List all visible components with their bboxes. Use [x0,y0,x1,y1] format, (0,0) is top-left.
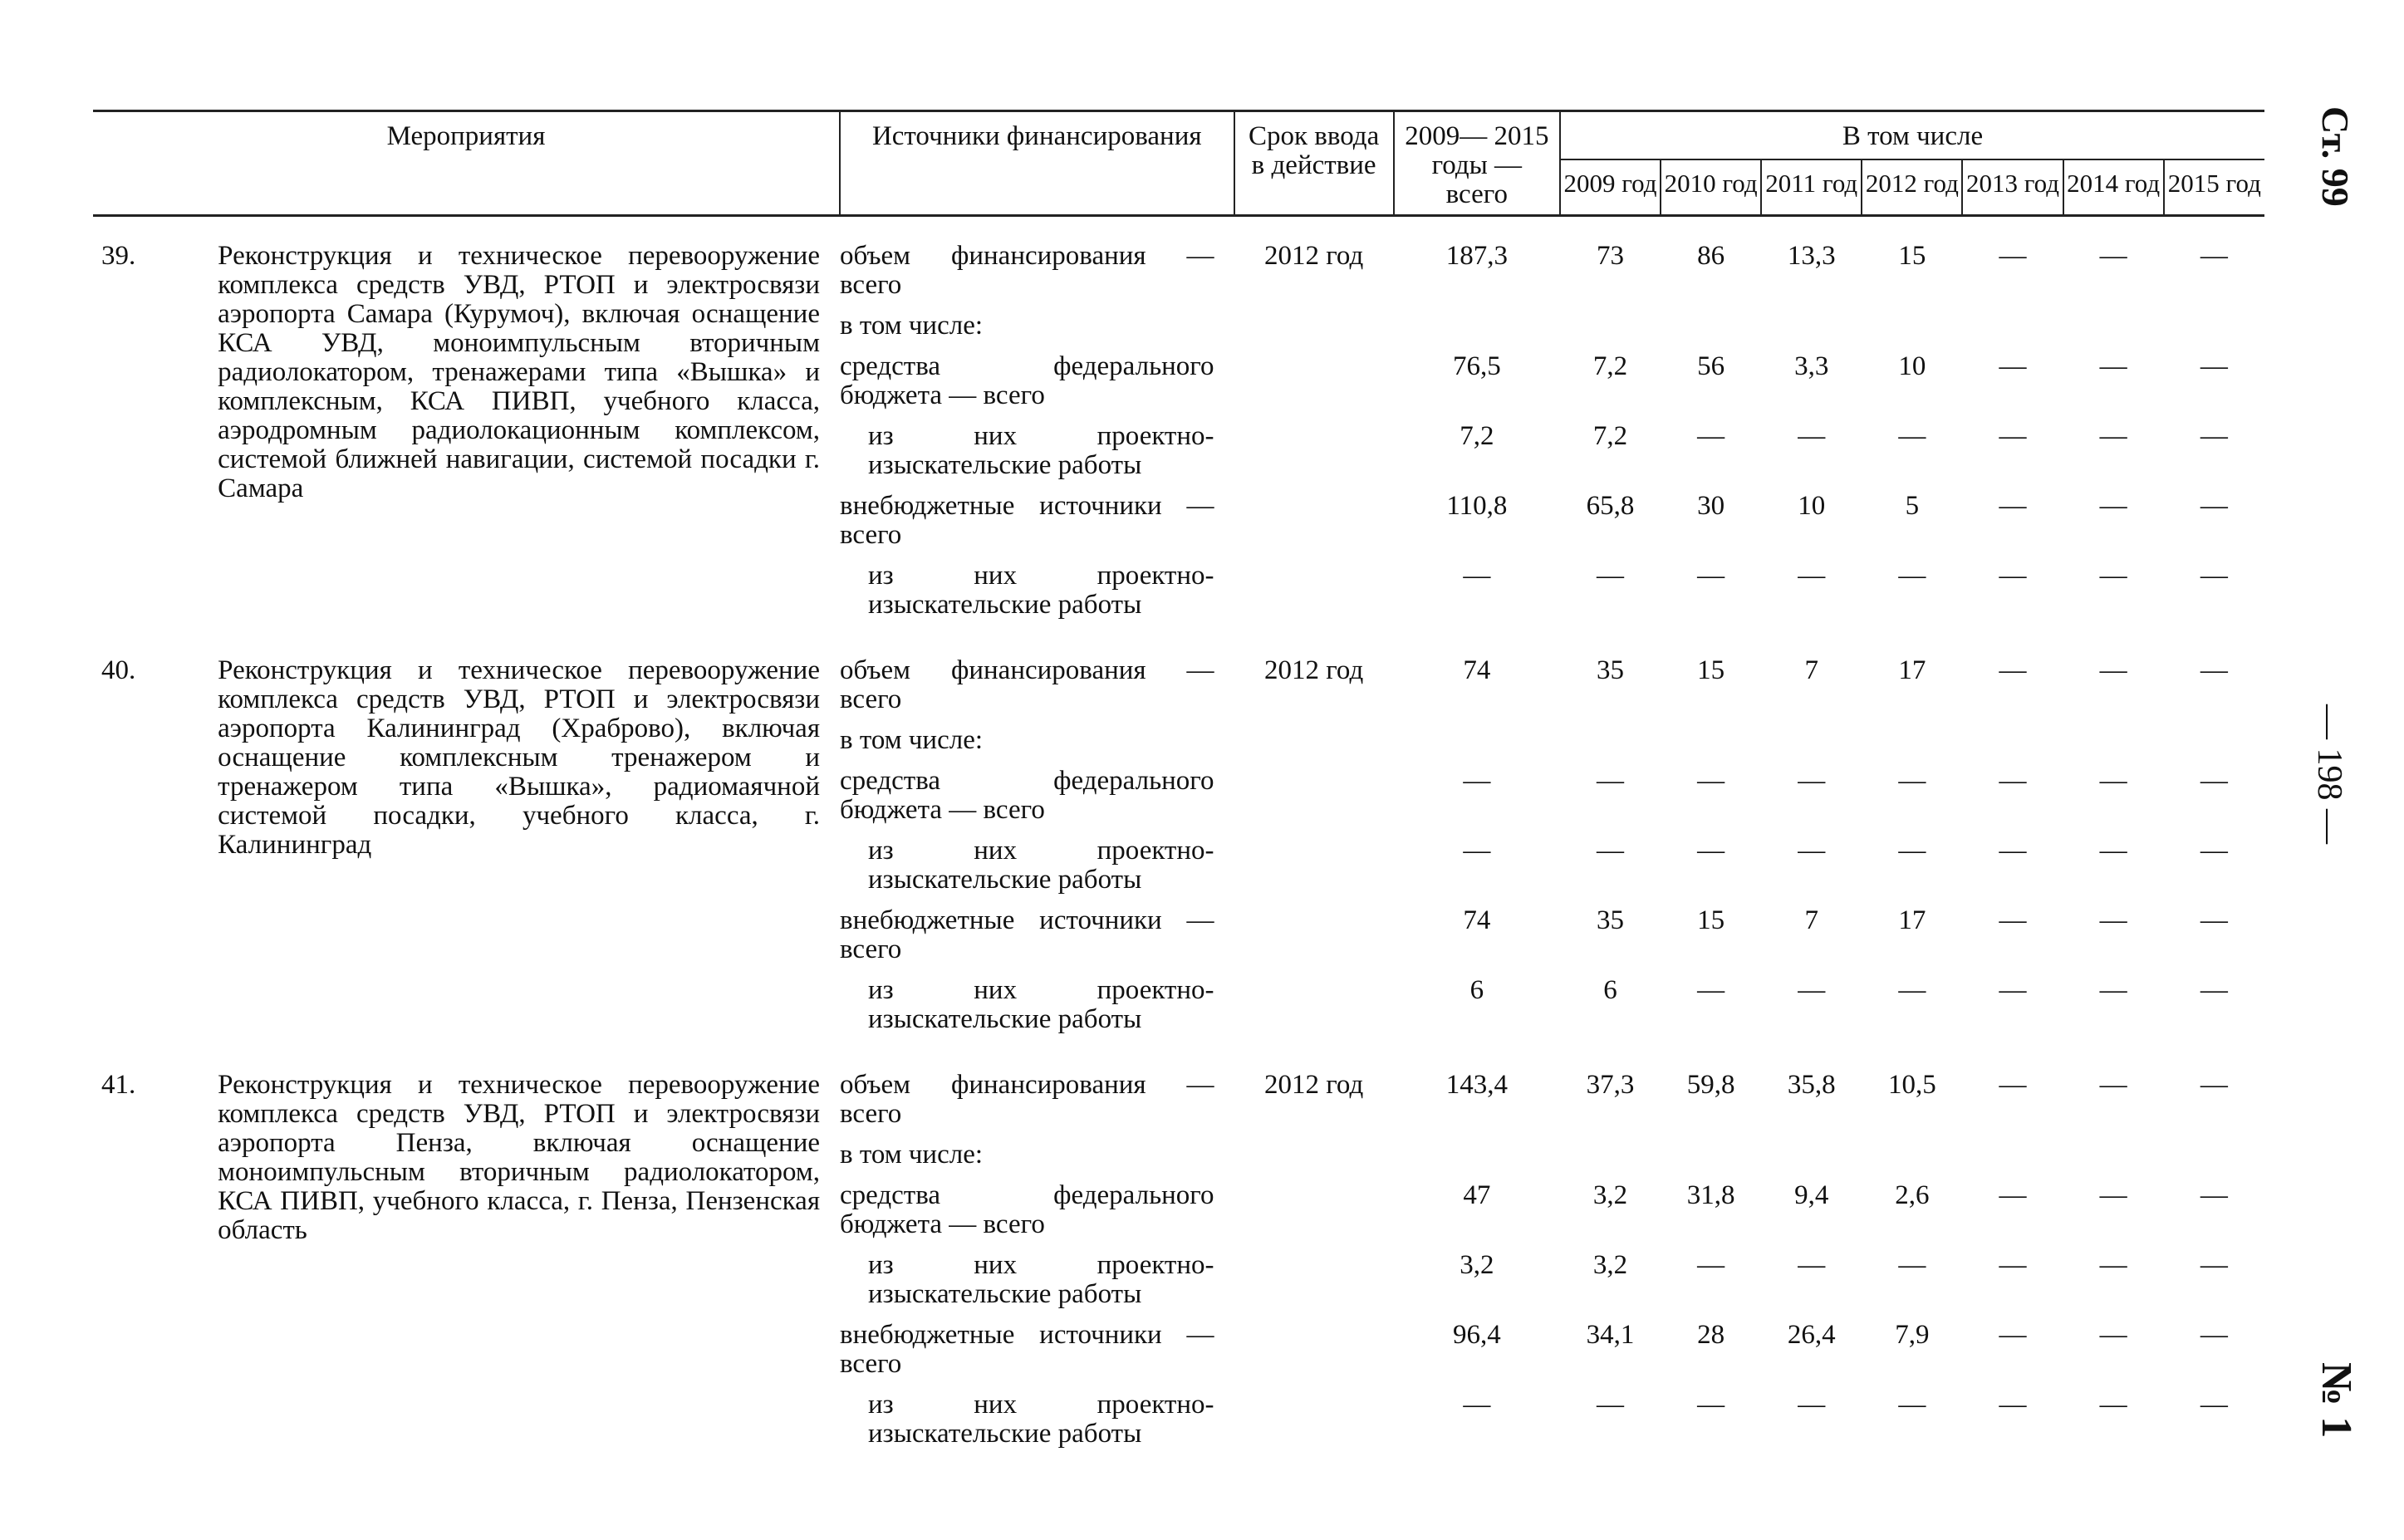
year-value: — [2200,1320,2228,1350]
year-value: — [1898,975,1926,1005]
total-value: 74 [1463,655,1491,685]
year-value: — [2099,975,2127,1005]
year-value: — [1898,1250,1926,1280]
year-value [1761,726,1862,767]
year-value: — [1798,766,1826,796]
year-value: — [2200,421,2228,451]
year-value: 35 [1597,655,1624,685]
year-value [1962,311,2063,352]
year-value: 15 [1697,655,1725,685]
year-value: — [1898,421,1926,451]
total-value [1394,726,1560,767]
year-value [1661,1140,1761,1181]
financing-source: в том числе: [840,1140,984,1170]
article-label: Ст. 99 [2314,106,2357,207]
commission-term [1234,1251,1394,1321]
year-value: — [1999,1320,2027,1350]
header-total: 2009— 2015 годы — всего [1394,111,1560,216]
year-value: — [1597,836,1624,866]
year-value: 3,2 [1592,1180,1628,1210]
financing-table [93,110,2264,1460]
header-year: 2013 год [1962,159,2063,215]
year-value [2164,726,2264,767]
header-sources: Источники финансирования [840,111,1234,216]
total-value: 143,4 [1445,1070,1508,1100]
year-value: 35,8 [1787,1070,1836,1100]
year-value: 73 [1597,241,1624,271]
total-value: 6 [1469,975,1484,1005]
table-row [93,216,2264,312]
year-value: — [2200,351,2228,381]
year-value: — [2099,655,2127,685]
item-number: 41. [101,1070,136,1100]
table-body [93,216,2264,1461]
total-value: 74 [1463,905,1491,935]
total-value: 96,4 [1452,1320,1501,1350]
year-value: — [1798,421,1826,451]
page-number: — 198 — [2310,704,2348,844]
year-value: — [1999,1180,2027,1210]
year-value: — [2099,351,2127,381]
year-value: — [2099,836,2127,866]
item-description: Реконструкция и техническое перевооружение комплекса средств УВД, РТОП и электросвязи аэропорта Пенза, включая оснащение моноимпульсным вторичным радиолокатором, КСА ПИВП, учебного класса, г. Пенза, Пензенская область [218,1070,820,1245]
year-value [1761,311,1862,352]
year-value: — [2200,655,2228,685]
year-value: — [2099,561,2127,591]
year-value: 5 [1905,491,1920,521]
year-value: — [2200,1250,2228,1280]
commission-term [1234,1390,1394,1460]
year-value: — [1898,766,1926,796]
financing-source: средства федерального бюджета — всего [840,1180,1214,1239]
year-value [1661,311,1761,352]
commission-term [1234,726,1394,767]
year-value: — [1697,1390,1725,1420]
header-year: 2009 год [1560,159,1661,215]
year-value: 6 [1603,975,1617,1005]
year-value: — [1697,561,1725,591]
header-year: 2015 год [2164,159,2264,215]
header-term: Срок ввода в действие [1234,111,1394,216]
total-value: — [1463,766,1491,796]
table-row [93,631,2264,726]
financing-source: из них проектно-изыскательские работы [868,1250,1214,1309]
year-value: — [2200,766,2228,796]
year-value: — [2099,1250,2127,1280]
year-value: — [1999,766,2027,796]
table-header [93,111,2264,216]
item-number: 40. [101,655,136,685]
year-value [1560,311,1661,352]
year-value: 7 [1804,905,1818,935]
year-value: — [1999,351,2027,381]
year-value: 17 [1898,905,1926,935]
year-value: — [1697,836,1725,866]
year-value [1661,726,1761,767]
year-value: — [2099,421,2127,451]
year-value: 26,4 [1787,1320,1836,1350]
year-value: — [1798,975,1826,1005]
total-value: 76,5 [1452,351,1501,381]
commission-term: 2012 год [1263,1070,1364,1100]
year-value: 7,9 [1895,1320,1930,1350]
year-value: 17 [1898,655,1926,685]
financing-source: средства федерального бюджета — всего [840,766,1214,825]
year-value: — [2099,766,2127,796]
financing-source: средства федерального бюджета — всего [840,351,1214,410]
commission-term [1234,311,1394,352]
year-value: — [1999,655,2027,685]
commission-term [1234,1321,1394,1390]
year-value: 10 [1898,351,1926,381]
total-value [1394,1140,1560,1181]
year-value: — [2200,1390,2228,1420]
year-value: — [1898,561,1926,591]
item-description: Реконструкция и техническое перевооружение комплекса средств УВД, РТОП и электросвязи аэропорта Самара (Курумоч), включая оснащение КСА УВД, моноимпульсным вторичным радиолокатором, тренажерами типа «Вышка» и комплексным, КСА ПИВП, учебного класса, аэродромным радиолокационным комплексом, системой ближней навигации, системой посадки г. Самара [218,241,820,503]
issue-number: № 1 [2313,1362,2360,1439]
year-value: — [2099,1070,2127,1100]
commission-term [1234,767,1394,836]
year-value: 37,3 [1586,1070,1635,1100]
year-value: — [1597,766,1624,796]
year-value: — [1798,1390,1826,1420]
total-value: 7,2 [1460,421,1494,451]
year-value: — [1798,561,1826,591]
year-value: 31,8 [1686,1180,1735,1210]
total-value: — [1463,561,1491,591]
year-value: — [1999,1250,2027,1280]
financing-source: внебюджетные источники — всего [840,1320,1214,1379]
year-value: 86 [1697,241,1725,271]
year-value: 7,2 [1592,421,1628,451]
year-value: — [1697,975,1725,1005]
year-value: — [1697,766,1725,796]
year-value: 7 [1804,655,1818,685]
year-value: 30 [1697,491,1725,521]
commission-term [1234,906,1394,976]
year-value: — [1798,1250,1826,1280]
financing-source: из них проектно-изыскательские работы [868,421,1214,480]
year-value: — [2200,561,2228,591]
year-value [2063,1140,2164,1181]
year-value: — [2200,241,2228,271]
year-value: 28 [1697,1320,1725,1350]
year-value: — [2099,1390,2127,1420]
total-value [1394,311,1560,352]
year-value: — [1999,1390,2027,1420]
year-value [1862,311,1962,352]
year-value: — [2200,905,2228,935]
financing-source: из них проектно-изыскательские работы [868,1390,1214,1449]
year-value [1862,726,1962,767]
year-value: — [1999,1070,2027,1100]
item-number: 39. [101,241,136,271]
year-value [1962,1140,2063,1181]
year-value: — [1597,1390,1624,1420]
year-value: — [1999,421,2027,451]
commission-term [1234,562,1394,631]
year-value [1761,1140,1862,1181]
commission-term [1234,976,1394,1046]
year-value [2164,1140,2264,1181]
year-value: 35 [1597,905,1624,935]
year-value: — [1999,975,2027,1005]
table-row [93,1046,2264,1140]
year-value: 9,4 [1794,1180,1829,1210]
year-value: — [2200,836,2228,866]
year-value: — [1999,241,2027,271]
year-value: 34,1 [1586,1320,1635,1350]
year-value: 59,8 [1686,1070,1735,1100]
year-value: 3,3 [1794,351,1829,381]
year-value: — [1999,561,2027,591]
total-value: 3,2 [1460,1250,1494,1280]
commission-term [1234,492,1394,562]
year-value: 13,3 [1787,241,1836,271]
financing-source: из них проектно-изыскательские работы [868,836,1214,895]
year-value [2063,726,2164,767]
total-value: 110,8 [1446,491,1508,521]
year-value: — [1697,1250,1725,1280]
year-value: — [1999,491,2027,521]
year-value: — [1999,836,2027,866]
financing-source: внебюджетные источники — всего [840,491,1214,550]
year-value: — [2099,491,2127,521]
year-value: — [1898,836,1926,866]
commission-term [1234,1140,1394,1181]
year-value: 65,8 [1586,491,1635,521]
year-value: — [2200,1070,2228,1100]
year-value: 10,5 [1888,1070,1936,1100]
year-value [1862,1140,1962,1181]
total-value: — [1463,836,1491,866]
year-value: 2,6 [1895,1180,1930,1210]
total-value: 187,3 [1445,241,1508,271]
commission-term [1234,352,1394,422]
year-value: — [2200,491,2228,521]
year-value [1560,726,1661,767]
header-year: 2011 год [1761,159,1862,215]
year-value: — [2099,1320,2127,1350]
year-value: — [2099,905,2127,935]
total-value: — [1463,1390,1491,1420]
financing-source: внебюджетные источники — всего [840,905,1214,964]
financing-source: объем финансирования — всего [840,655,1214,714]
year-value: — [2099,1180,2127,1210]
year-value [2164,311,2264,352]
year-value: 15 [1898,241,1926,271]
year-value: — [1597,561,1624,591]
financing-source: в том числе: [840,311,984,341]
commission-term: 2012 год [1263,241,1364,271]
header-year: 2014 год [2063,159,2164,215]
header-year: 2012 год [1862,159,1962,215]
year-value: — [2200,975,2228,1005]
year-value: — [1798,836,1826,866]
year-value: 3,2 [1592,1250,1628,1280]
year-value: — [1898,1390,1926,1420]
year-value: 56 [1697,351,1725,381]
year-value: — [1697,421,1725,451]
header-year: 2010 год [1661,159,1761,215]
header-measures: Мероприятия [93,111,840,216]
year-value: — [1999,905,2027,935]
total-value: 47 [1463,1180,1491,1210]
commission-term [1234,422,1394,492]
year-value: 7,2 [1592,351,1628,381]
year-value: — [2200,1180,2228,1210]
commission-term: 2012 год [1263,655,1364,685]
year-value: 10 [1798,491,1826,521]
year-value: — [2099,241,2127,271]
year-value [2063,311,2164,352]
year-value [1962,726,2063,767]
financing-source: в том числе: [840,725,984,755]
year-value: 15 [1697,905,1725,935]
financing-source: из них проектно-изыскательские работы [868,561,1214,620]
financing-source: объем финансирования — всего [840,1070,1214,1129]
financing-source: из них проектно-изыскательские работы [868,975,1214,1034]
commission-term [1234,836,1394,906]
financing-source: объем финансирования — всего [840,241,1214,300]
year-value [1560,1140,1661,1181]
header-including: В том числе [1560,111,2264,160]
commission-term [1234,1181,1394,1251]
item-description: Реконструкция и техническое перевооружение комплекса средств УВД, РТОП и электросвязи аэропорта Калининград (Храброво), включая оснащение комплексным тренажером и тренажером типа «Вышка», радиомаячной системой посадки, учебного класса, г. Калининград [218,655,820,860]
